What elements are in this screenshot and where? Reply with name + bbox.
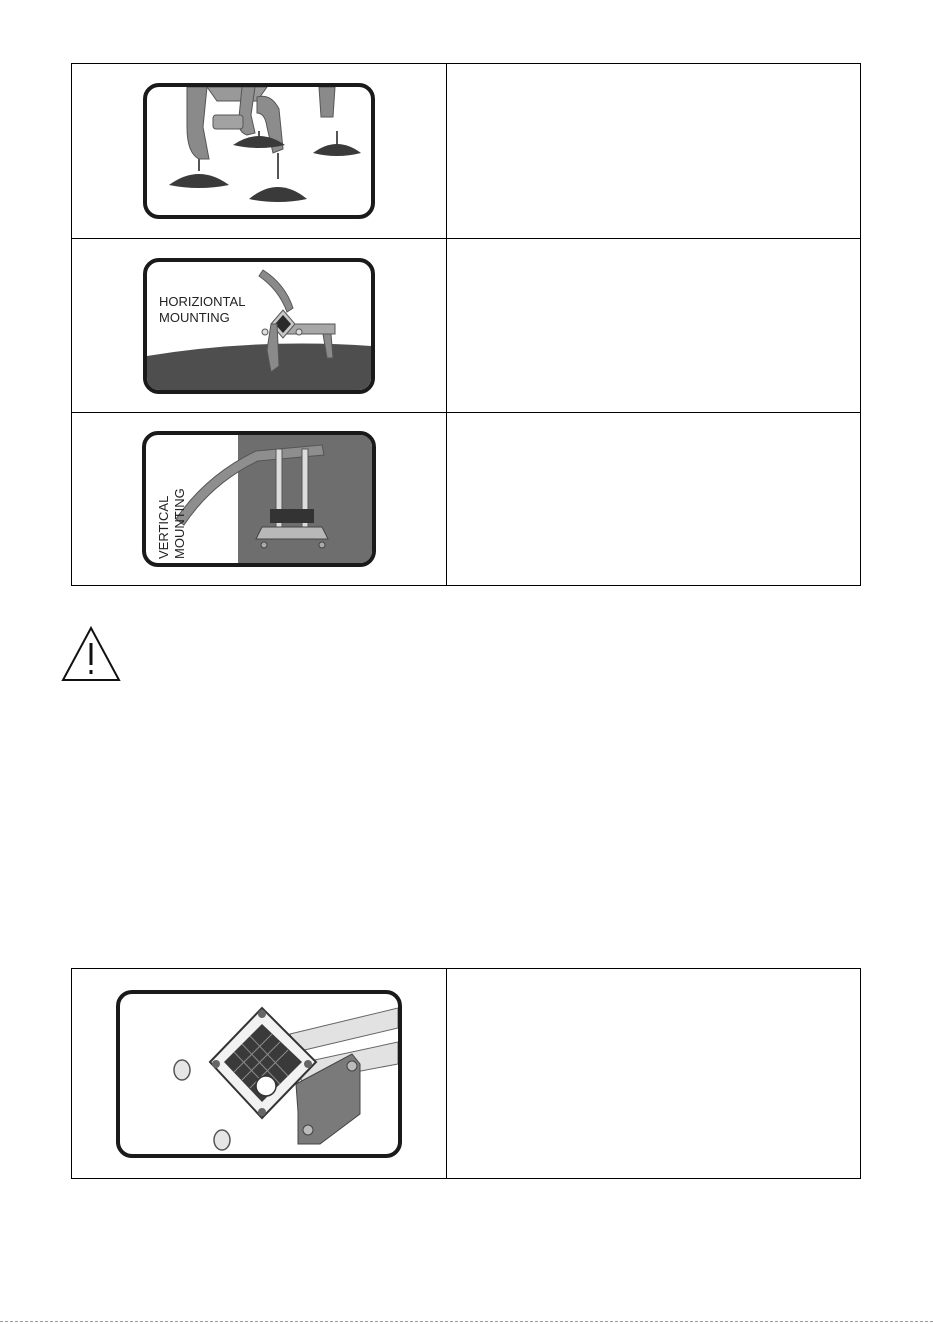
table-row	[72, 64, 861, 239]
suction-feet-illustration	[143, 83, 375, 219]
image-cell	[72, 239, 447, 413]
blade-assembly-illustration	[116, 990, 402, 1158]
image-cell	[72, 413, 447, 586]
mounting-label-line1: VERTICAL	[155, 495, 171, 559]
page-bottom-rule	[0, 1321, 933, 1322]
image-cell	[72, 64, 447, 239]
caption-cell	[446, 413, 860, 586]
vertical-mounting-illustration	[142, 431, 376, 567]
mounting-label-line2: MOUNTING	[171, 488, 187, 559]
horizontal-mounting-illustration	[143, 258, 375, 394]
caption-cell	[446, 239, 860, 413]
table-row	[72, 413, 861, 586]
instruction-table-top	[71, 63, 861, 586]
image-cell	[72, 969, 447, 1179]
table-row	[72, 969, 861, 1179]
mounting-label-line2: MOUNTING	[158, 309, 230, 325]
table-row	[72, 239, 861, 413]
caption-cell	[446, 64, 860, 239]
mounting-label-line1: HORIZIONTAL	[158, 293, 246, 309]
warning-triangle-icon	[60, 625, 122, 683]
instruction-table-bottom	[71, 968, 861, 1179]
caption-cell	[446, 969, 860, 1179]
